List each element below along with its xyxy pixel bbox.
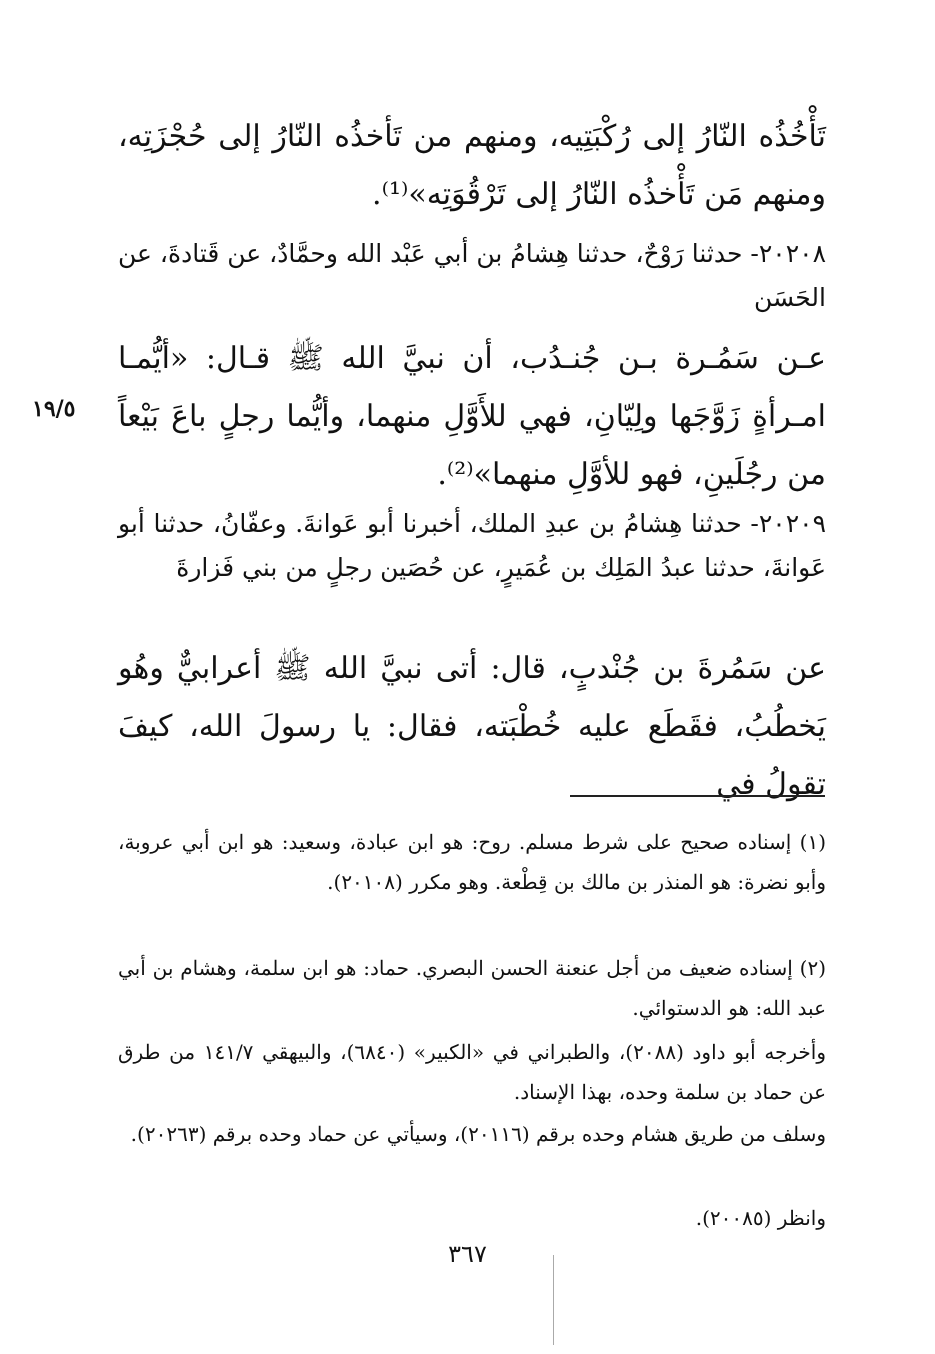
isnad-20208: ٢٠٢٠٨- حدثنا رَوْحٌ، حدثنا هِشامُ بن أبي عَبْد الله وحمَّادٌ، عن قَتادةَ، عن الحَسَن [118, 239, 826, 312]
footnote-2-see-also: وانظر (٢٠٠٨٥). [695, 1206, 826, 1230]
hadith-text-20208: عـن سَمُـرة بـن جُنـدُب، أن نبيَّ الله ﷺ قـال: «أيُّمـا امـرأةٍ زَوَّجَها ولِيّانِ، فهي للأَوَّلِ منهما، وأيُّما رجلٍ باعَ بَيْعاً من رجُلَينِ، فهو للأوَّلِ منهما»⁽²⁾. [118, 341, 826, 492]
margin-volume-page-reference: ١٩/٥ [32, 396, 76, 422]
footnote-2: (٢) إسناده ضعيف من أجل عنعنة الحسن البصري. حماد: هو ابن سلمة، وهشام بن أبي عبد الله: هو الدستوائي. [118, 956, 826, 1020]
hadith-text-continued: تَأْخُذُه النّارُ إلى رُكْبَتِيه، ومنهم من تَأخذُه النّارُ إلى حُجْزَتِه، ومنهم مَن تَأْخذُه النّارُ إلى تَرْقُوَتِه»⁽¹⁾. [118, 119, 826, 212]
scan-artifact-line [553, 1255, 554, 1345]
page-number: ٣٦٧ [448, 1240, 487, 1268]
footnote-1: (١) إسناده صحيح على شرط مسلم. روح: هو ابن عبادة، وسعيد: هو ابن أبي عروبة، وأبو نضرة: هو المنذر بن مالك بن قِطْعة. وهو مكرر (٢٠١٠٨). [118, 830, 826, 894]
hadith-text-20209: عن سَمُرةَ بن جُنْدبٍ، قال: أتى نبيَّ الله ﷺ أعرابيٌّ وهُو يَخطُبُ، فقَطَع عليه خُطْبَته، فقال: يا رسولَ الله، كيفَ تقولُ في [118, 651, 826, 802]
footnote-2-cross-reference: وسلف من طريق هشام وحده برقم (٢٠١١٦)، وسيأتي عن حماد وحده برقم (٢٠٢٦٣). [130, 1122, 826, 1146]
footnote-separator [570, 795, 825, 797]
footnote-2-takhrij: وأخرجه أبو داود (٢٠٨٨)، والطبراني في «الكبير» (٦٨٤٠)، والبيهقي ١٤١/٧ من طرق عن حماد بن سلمة وحده، بهذا الإسناد. [118, 1040, 827, 1104]
isnad-20209: ٢٠٢٠٩- حدثنا هِشامُ بن عبدِ الملك، أخبرنا أبو عَوانةَ. وعفّانُ، حدثنا أبو عَوانةَ، حدثنا عبدُ المَلِك بن عُمَيرٍ، عن حُصَين رجلٍ من بني فَزارةَ [118, 509, 826, 582]
